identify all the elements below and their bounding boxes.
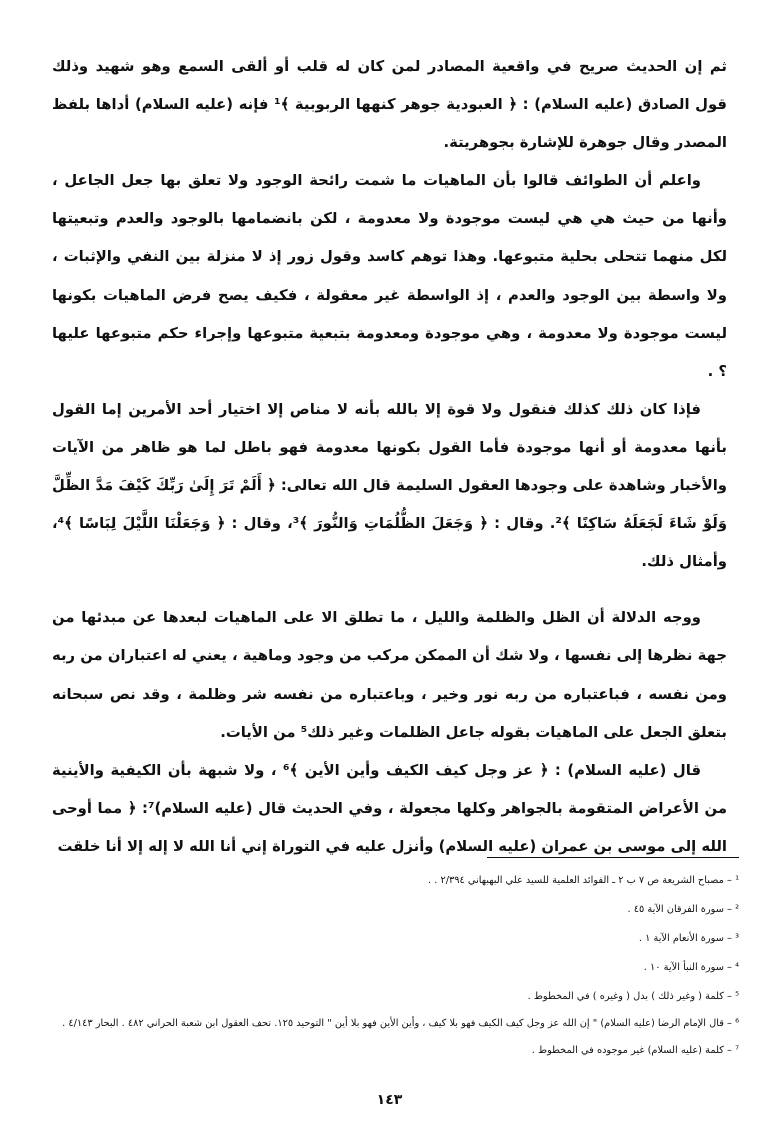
footnote-3: ³ – سورة الأنعام الآية ١ . [638,933,739,944]
paragraph-3: فإذا كان ذلك كذلك فنقول ولا قوة إلا بالله بأنه لا مناص إلا اختيار أحد الأمرين إما القول بأنها معدومة أو أنها موجودة فأما القول بكونها معدومة فهو باطل لما هو ظاهر من الآيات والأخبار وشاهدة على وجودها العقول السليمة قال الله تعالى: ﴿ أَلَمْ تَرَ إِلَىٰ رَبِّكَ كَيْفَ مَدَّ الظِّلَّ وَلَوْ شَاءَ لَجَعَلَهُ سَاكِنًا ﴾². وقال : ﴿ وَجَعَلَ الظُّلُمَاتِ وَالنُّورَ ﴾³، وقال : ﴿ وَجَعَلْنَا اللَّيْلَ لِبَاسًا ﴾⁴، وأمثال ذلك. [52,400,728,571]
footnotes [52,866,739,1065]
footnote-4: ⁴ – سورة النبأ الآية ١٠ . [643,962,739,973]
paragraph-5: قال (عليه السلام) : ﴿ عز وجل كيف الكيف وأين الأين ﴾⁶ ، ولا شبهة بأن الكيفية والأينية من الأعراض المتقومة بالجواهر وكلها مجعولة ، وفي الحديث قال (عليه السلام)⁷: ﴿ مما أوحى الله إلى موسى بن عمران (عليه السلام) وأنزل عليه في التوراة إني أنا الله لا إله إلا أنا خلقت [52,761,727,855]
paragraph-4: ووجه الدلالة أن الظل والظلمة والليل ، ما تطلق الا على الماهيات لبعدها عن مبدئها من جهة نظرها إلى نفسها ، ولا شك أن الممكن مركب من وجود وماهية ، يعني له اعتباران من ربه ومن نفسه ، فباعتباره من ربه نور وخير ، وباعتباره من نفسه شر وظلمة ، وقد نص سبحانه بتعلق الجعل على الماهيات بقوله جاعل الظلمات وغير ذلك⁵ من الأيات. [52,609,727,741]
main-text [52,48,727,866]
footnote-6: ⁶ – قال الإمام الرضا (عليه السلام) " إن الله عز وجل كيف الكيف فهو بلا كيف ، وأين الأين فهو بلا أين " التوحيد ١٢٥. تحف العقول ابن شعبة الحراني ٤٨٢ . البحار ٤/١٤٣ . [62,1018,739,1029]
paragraph-2: واعلم أن الطوائف قالوا بأن الماهيات ما شمت رائحة الوجود ولا تعلق بها جعل الجاعل ، وأنها من حيث هي هي ليست موجودة ولا معدومة ، لكن بانضمامها بالوجود والعدم وتبعيتها لكل منهما تتحلى بحلية متبوعها. وهذا توهم كاسد وقول زور إذ لا منزلة بين النفي والإثبات ، ولا واسطة بين الوجود والعدم ، إذ الواسطة غير معقولة ، فكيف يصح فرض الماهيات بكونها ليست موجودة ولا معدومة ، وهي موجودة ومعدومة بتبعية متبوعها وإجراء حكم متبوعها عليها ؟ . [52,172,727,380]
footnote-5: ⁵ – كلمة ( وغير ذلك ) بدل ( وغيره ) في المخطوط . [527,991,739,1002]
page-number: ١٤٣ [376,1092,403,1108]
footnote-1: ¹ – مصباح الشريعة ص ٧ ب ٢ ـ الفوائد العلمية للسيد علي البهبهاني ٢/٣٩٤ . . [427,875,739,886]
paragraph-1: ثم إن الحديث صريح في واقعية المصادر لمن كان له قلب أو ألقى السمع وهو شهيد وذلك قول الصادق (عليه السلام) : ﴿ العبودية جوهر كنهها الربوبية ﴾¹ فإنه (عليه السلام) أداها بلفظ المصدر وقال جوهرة للإشارة بجوهريتة. [52,58,727,152]
footnote-7: ⁷ – كلمة (عليه السلام) غير موجوده في المخطوط . [531,1045,739,1056]
footnote-2: ² – سورة الفرقان الآية ٤٥ . [627,904,739,915]
footnote-separator [487,857,739,858]
